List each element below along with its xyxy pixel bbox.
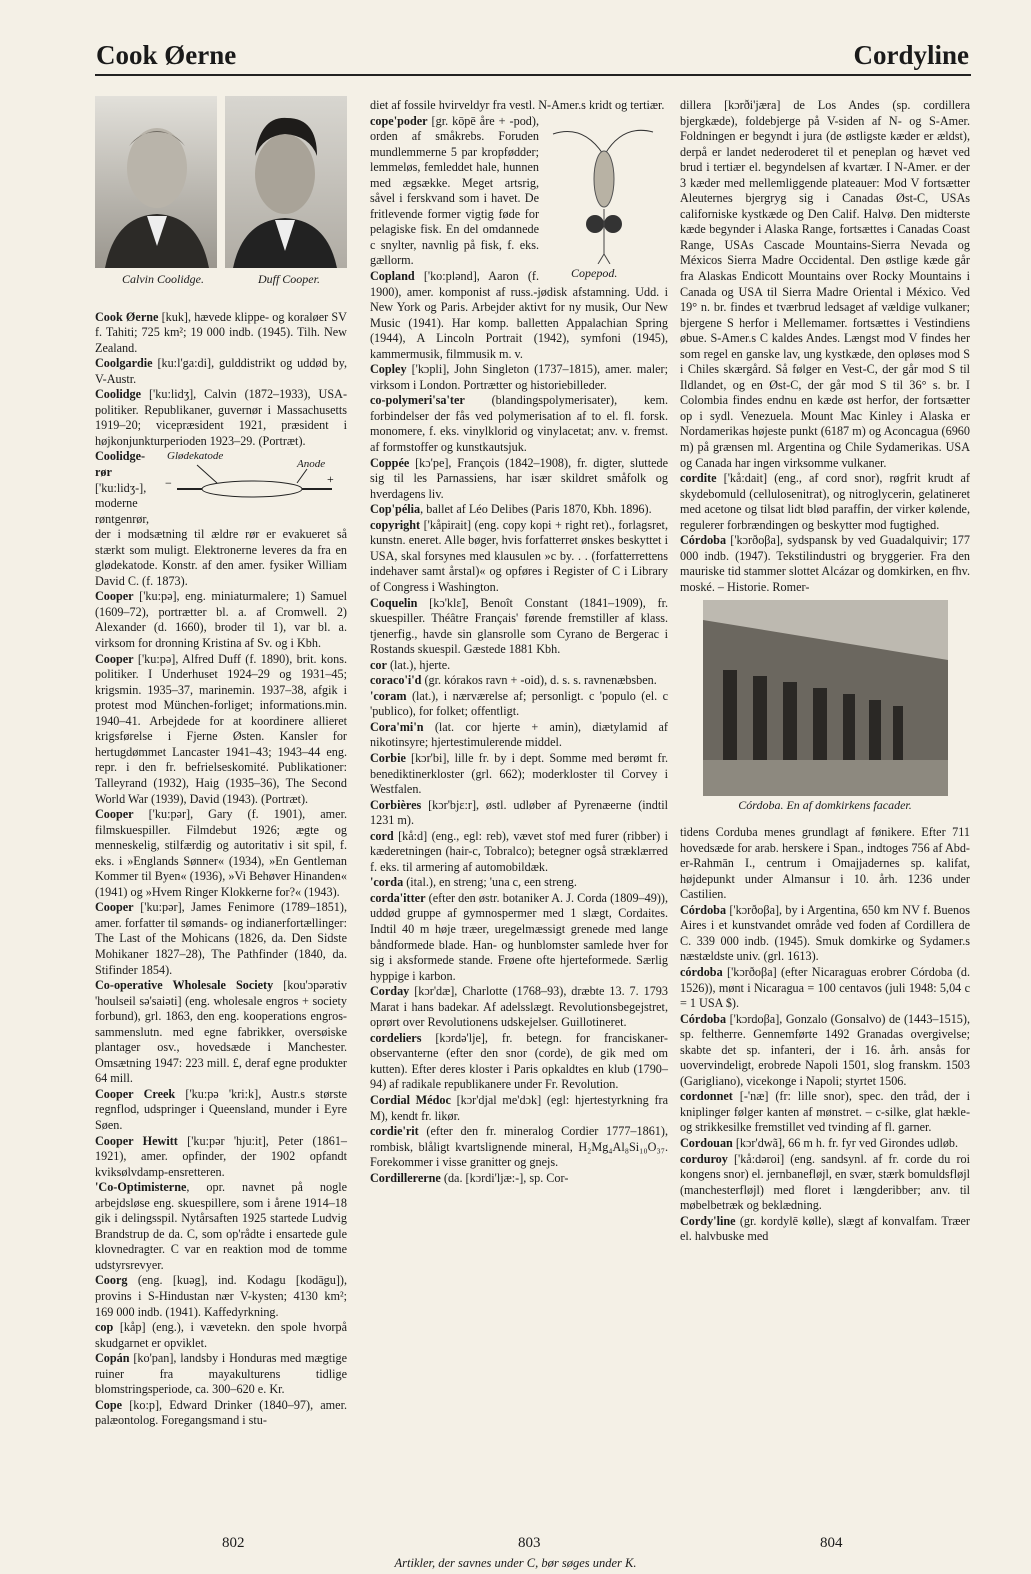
entry-body: ['ku:pər], James Fenimore (1789–1851), amer. forfatter til sømands- og indianerfortællinger: The Last of the Mohicans (1826, da. Den Sidste Mohikaner 1827–28), The Pathfinder (1840, da. Stifinder 1854). bbox=[95, 900, 347, 977]
entry-body: [kɔr'bi], lille fr. by i dept. Somme med berømt fr. benediktinerkloster (grl. 662); moderkloster til Corvey i Westfalen. bbox=[370, 750, 668, 797]
dictionary-entry bbox=[370, 362, 668, 393]
entry-body: [-'næ] (fr: lille snor), spec. den tråd, der i kniplinger følger kanten af mønstret. – c-silke, glat hækle- og strikkesilke fremstillet ved tvinding af fl. garner. bbox=[680, 1089, 970, 1135]
dictionary-entry bbox=[370, 658, 668, 674]
entry-headword: Cooper bbox=[95, 807, 134, 822]
entry-body: ['kåpirait] (eng. copy kopi + right ret)., forlagsret, kunstn. eneret. Alle bøger, hvis forfatterret ønskes beskyttet i USA, skal forsynes med klausulen »c by. . . (forfatterrettens indehaver samt årstal)« og opføres i Register of C i Library of Congress i Washington. bbox=[370, 517, 668, 594]
dictionary-entry bbox=[95, 1320, 347, 1351]
dictionary-entry bbox=[95, 356, 347, 387]
dictionary-entry bbox=[95, 652, 347, 807]
entry-body: (da. [kɔrdi'ljæ:-], sp. Cor- bbox=[440, 1170, 569, 1185]
entry-headword: Cordouan bbox=[680, 1135, 733, 1150]
dictionary-entry bbox=[370, 518, 668, 596]
dictionary-entry bbox=[370, 751, 668, 798]
dictionary-entry bbox=[370, 984, 668, 1031]
entry-headword: Cooper Hewitt bbox=[95, 1133, 178, 1148]
entry-body: [kɔr'dæ], Charlotte (1768–93), dræbte 13. 7. 1793 Marat i hans badekar. Af adelsslægt. Revolutionsbegejstret, oprørt over Revolutionens udskejelser. Guillotineret. bbox=[370, 984, 668, 1030]
entry-body: ['ku:pə], Alfred Duff (f. 1890), brit. kons. politiker. I Underhuset 1924–29 og 1931–45; krigsmin. 1935–37, marinemin. 1937–38, afgik i protest mod München-forliget; informations.min. 1940–41. Arbejdede for at koordinere allieret krigsførelse i Fjerne Østen. Kansler for hertugdømmet Lancaster 1941–43; 1943–44 eng. repr. i den fr. befrielseskomité. Publikationer: Talleyrand (1932), Haig (1935–36), The Second World War (1939), David (1943). (Portræt). bbox=[95, 651, 347, 806]
caption-coolidge: Calvin Coolidge. bbox=[121, 272, 204, 286]
entry-body: (ital.), en streng; 'una c, een streng. bbox=[403, 875, 577, 890]
entry-body: dillera [kɔrði'jæra] de Los Andes (sp. cordillera bjergkæde), foldebjerge på V-siden af N- og S-Amer. Foldningen er begyndt i jura (de østligste kæder er ældst), derpå er landet nederoderet til et peneplan og hævet ved brud i tertiær el. begyndelsen af kvartær. I N-Amer. er der 3 kæder med mellemliggende plateauer: Mod V fortsætter Aleuternes bjergryg sig i Canadas Øst-C, USAs californiske kystkæde og Den Calif. Halvø. Den midterste kæde begynder i Alaska Range, fortsættes i Canadas Coast Range, USAs Cascade Mountains-Sierra Nevada og Méxicos Sierra Madre Occidental. Den østlige kæde går fra Alaskas Endicott Mountains over Rocky Mountains i Canada og USA til Sierra Madre Oriental i México. Ved 19° n. br. findes et tværbrud ledsaget af vældige vulkaner; bjergene S herfor i Mellemamer. fortsættes i Vestindiens øbue. S-Amer.s C kaldes Andes. Længst mod V findes her som regel en ganske lav, ung kystkæde, den opløses mod S i Chiles skærgård. Så følger en Vest-C, der går mod S til Ildlandet, og en Øst-C, der går mod S til 36° s. br. I Colombia findes endnu en kæde øst herfor, der fortsætter op i sydl. Venezuela. Mount Mac Kinley i Alaska er Nordamerikas højeste punkt (6187 m) og Aconcagua (6960 m) på grænsen ml. Argentina og Chile Sydamerikas. USA og Canada har ingen virksomme vulkaner. bbox=[680, 98, 970, 470]
dictionary-entry bbox=[370, 98, 668, 114]
entry-headword: cordie'rit bbox=[370, 1124, 419, 1139]
dictionary-entry bbox=[680, 98, 970, 471]
entry-headword: cordite bbox=[680, 471, 717, 486]
entry-headword: copyright bbox=[370, 517, 421, 532]
entry-headword: Coppée bbox=[370, 455, 410, 470]
entry-headword: Coolidge-rør bbox=[95, 449, 146, 480]
entry-body: ['ku:pə 'kri:k], Austr.s største regnflod, udspringer i Queensland, munder i Eyre Søen. bbox=[95, 1086, 348, 1132]
entry-headword: Corday bbox=[370, 984, 410, 999]
entry-headword: Cope bbox=[95, 1397, 123, 1412]
entry-body: (efter den østr. botaniker A. J. Corda (1809–49)), uddød gruppe af gymnospermer med 1 slægt, Cordaites. Indtil 40 m høje træer, uregelmæssigt grenede med lange båndformede blade. Han- og hunblomster samlede hver for sig i aksformede stande. Frøene ofte hjerteformede. Særlig hyppige i karbon. bbox=[370, 890, 668, 983]
entry-body: ['ku:pə], eng. miniaturmalere; 1) Samuel (1609–72), portrætter bl. a. af Cromwell. 2) Alexander (d. 1660), broder til 1), var bl. a. virksom for dronning Kristina af Sv. og i Kbh. bbox=[95, 589, 347, 651]
entry-headword: cordonnet bbox=[680, 1089, 733, 1104]
dictionary-entry bbox=[95, 589, 347, 651]
dictionary-entry bbox=[370, 1093, 668, 1124]
entry-headword: Co-operative Wholesale Society bbox=[95, 978, 274, 993]
entry-body: ['kɔrdoβa], Gonzalo (Gonsalvo) de (1443–1515), sp. feltherre. Gennemførte 1492 Granadas overgivelse; skabte det sp. infanteri, der i 16. årh. ansås for uovervindeligt, erobrede Napoli 1501, slog franskm. 1503 (Garigliano), vicekonge i Napoli; styrtet 1506. bbox=[680, 1011, 970, 1088]
dictionary-entry bbox=[370, 798, 668, 829]
portrait-calvin-coolidge bbox=[95, 96, 217, 268]
entry-headword: Córdoba bbox=[680, 533, 727, 548]
dictionary-entry bbox=[95, 1398, 347, 1429]
dictionary-entry bbox=[95, 1134, 347, 1181]
label-anode: Anode bbox=[297, 458, 326, 471]
dictionary-entry bbox=[370, 689, 668, 720]
entry-body: ['ku:lidʒ], Calvin (1872–1933), USA-politiker. Republikaner, guvernør i Massachusetts 1919–20; vicepræsident 1921, præsident i højkonjunkturperioden 1923–29. (Portræt). bbox=[95, 387, 347, 448]
dictionary-entry bbox=[370, 456, 668, 503]
column-3 bbox=[680, 98, 970, 1245]
entry-body: tidens Corduba menes grundlagt af fønikere. Efter 711 hovedsæde for arab. herskere i Span., indtoges 756 af Abd-er-Rahmān I., centrum i Omajjadernes sp. kalifat, højdepunkt under Almansur i 10. årh. 1236 under Castilien. bbox=[680, 825, 970, 902]
portraits bbox=[95, 96, 347, 268]
entry-headword: Copley bbox=[370, 362, 407, 377]
entry-body: (eng. [kuəg], ind. Kodagu [kodāgu]), provins i S-Hindustan nær V-kysten; 4130 km²; 169 000 indb. (1941). Kaffedyrkning. bbox=[95, 1273, 347, 1319]
entry-headword: Coolidge bbox=[95, 387, 142, 402]
entry-headword: coraco'i'd bbox=[370, 673, 422, 688]
entry-headword: Córdoba bbox=[680, 1011, 727, 1026]
dictionary-entry bbox=[680, 471, 970, 533]
copepod-caption: Copepod. bbox=[571, 266, 618, 280]
entry-body: (lat.), hjerte. bbox=[386, 657, 451, 672]
entry-body: ['kɔrðoβa], sydspansk by ved Guadalquivir; 177 000 indb. (1947). Tekstilindustri og bryggerier. Fra den mauriske tid stammer slottet Alcázar og domkirken, en fhv. moské. – Historie. Romer- bbox=[680, 533, 970, 594]
dictionary-entry bbox=[370, 673, 668, 689]
entry-body: [kɔ'pe], François (1842–1908), fr. digter, sluttede sig til les Parnassiens, har især skildret småfolk og hverdagens liv. bbox=[370, 455, 668, 501]
dictionary-entry bbox=[370, 502, 668, 518]
entry-body: ['kɔrðoβa] (efter Nicaraguas erobrer Córdoba (d. 1526)), mønt i Nicaragua = 100 centavos (juli 1948: 5,04 c = 1 USA $). bbox=[680, 964, 970, 1011]
dictionary-entry bbox=[370, 720, 668, 751]
portrait-captions bbox=[95, 272, 347, 288]
entry-body: ['ko:plənd], Aaron (f. 1900), amer. komponist af russ.-jødisk afstamning. Udd. i New York og Paris. Arbejder aktivt for ny musik, Our New Music (1941). Har komp. balletten Appalachian Spring (1944), A Lincoln Portrait (1942), symfoni (1945), kammermusik, filmmusik m. v. bbox=[370, 269, 668, 361]
entry-headword: Cordillererne bbox=[370, 1170, 441, 1185]
entry-headword: Coquelin bbox=[370, 595, 418, 610]
dictionary-entry bbox=[370, 875, 668, 891]
entry-body: ['ku:lidʒ-], moderne røntgenrør, der i modsætning til ældre rør er evakueret så stærkt som muligt. Elektronerne leveres da fra en glødekatode. Konstr. af den amer. fysiker William David C. (f. 1873). bbox=[95, 480, 347, 588]
entry-body: (gr. kordylē kølle), slægt af konvalfam. Træer el. halvbuske med bbox=[680, 1213, 970, 1244]
entry-headword: 'corda bbox=[370, 875, 404, 890]
page-number-804: 804 bbox=[820, 1535, 843, 1551]
entry-body: [ku:l'ga:di], gulddistrikt og uddød by, V-Austr. bbox=[95, 356, 347, 386]
entry-headword: Cora'mi'n bbox=[370, 719, 424, 734]
entry-body: , opr. navnet på nogle arbejdsløse eng. skuespillere, som i årene 1914–18 gik i delingsspil. Nytårsaften 1925 startede Ludvig Brandstrup de da. C, som op'rådte i ensartede gule klovnedragter. C var en reaktion mod de tomme udstyrsrevyer. bbox=[95, 1180, 347, 1272]
entry-headword: cordeliers bbox=[370, 1030, 422, 1045]
entry-body: [kɔ'klɛ̃], Benoît Constant (1841–1909), fr. skuespiller. Théâtre Français' førende fremstiller af klass. tjenerfig., havde sin glansrolle som Cyrano de Bergerac i Rostands skuespil. Gæstede 1881 Kbh. bbox=[370, 595, 668, 657]
entry-body: (blandingspolymerisater), kem. forbindelser der fås ved polymerisation af to el. fl. forsk. monomere, f. eks. vinylklorid og vinylacetat; anv. v. fremst. af formstoffer og kunstkautsjuk. bbox=[370, 393, 668, 455]
dictionary-entry bbox=[95, 900, 347, 978]
entry-body: [gr. kōpē åre + -pod), orden af småkrebs. Foruden mundlemmerne 5 par kropfødder; lemmeløs, femleddet hale, hunnen med ægsække. Meget artsrig, såvel i ferskvand som i havet. De fritlevende former vigtig føde for pelagiske fisk. En del omdannede c snylter, navnlig på fisk, f. eks. gællorm. bbox=[370, 113, 539, 268]
entry-body: (lat. cor hjerte + amin), diætylamid af nikotinsyre; hjertestimulerende middel. bbox=[370, 719, 668, 750]
entry-headword: corduroy bbox=[680, 1151, 728, 1166]
column-2 bbox=[370, 98, 668, 1186]
portrait-duff-cooper bbox=[225, 96, 347, 268]
entry-headword: Corbières bbox=[370, 797, 422, 812]
entry-body: ['ku:pər 'hju:it], Peter (1861–1921), amer. opfinder, der 1902 opfandt kviksølvdamp-ensretteren. bbox=[95, 1133, 348, 1179]
entry-headword: Coorg bbox=[95, 1273, 128, 1288]
entry-headword: co-polymeri'sa'ter bbox=[370, 393, 465, 408]
entries-col1a bbox=[95, 310, 347, 450]
dictionary-entry bbox=[680, 965, 970, 1012]
entry-body: , ballet af Léo Delibes (Paris 1870, Kbh. 1896). bbox=[420, 502, 652, 517]
entry-headword: corda'itter bbox=[370, 890, 426, 905]
dictionary-entry bbox=[95, 807, 347, 900]
dictionary-entry bbox=[95, 1273, 347, 1320]
entries-col1b bbox=[95, 449, 347, 1428]
entry-body: [ko'pan], landsby i Honduras med mægtige ruiner fra mayakulturens tidlige blomstringsperiode, ca. 300–620 e. Kr. bbox=[95, 1351, 347, 1397]
entry-headword: Cooper bbox=[95, 651, 134, 666]
cordoba-caption: Córdoba. En af domkirkens facader. bbox=[738, 797, 912, 812]
dictionary-entry bbox=[680, 903, 970, 965]
entry-body: [ko:p], Edward Drinker (1840–97), amer. palæontolog. Foregangsmand i stu- bbox=[95, 1397, 347, 1428]
dictionary-entry bbox=[370, 1031, 668, 1093]
running-head-left: Cook Øerne bbox=[96, 40, 237, 70]
dictionary-entry bbox=[95, 978, 347, 1087]
dictionary-entry bbox=[370, 596, 668, 658]
entry-body: [kuk], hævede klippe- og koraløer SV f. Tahiti; 725 km²; 19 000 indb. (1945). Tilh. New Zealand. bbox=[95, 309, 347, 355]
entry-body: ['kå:dait] (eng., af cord snor), røgfrit krudt af skydebomuld (cellulosenitrat), og nitroglycerin, gelatineret med acetone og tilsat lidt blød paraffin, der virker kølende, regulerer forbrændingen og beskytter mod fugtighed. bbox=[680, 471, 970, 532]
running-head-right: Cordyline bbox=[853, 40, 969, 70]
entry-headword: cope'poder bbox=[370, 113, 428, 128]
entry-headword: cor bbox=[370, 657, 387, 672]
footer-note: Artikler, der savnes under C, bør søges under K. bbox=[394, 1556, 637, 1570]
entry-body: [kɔr'djal me'dɔk] (egl: hjertestyrkning fra M), kendt fr. likør. bbox=[370, 1093, 668, 1123]
dictionary-entry bbox=[680, 1012, 970, 1090]
entry-headword: Córdoba bbox=[680, 902, 727, 917]
entry-headword: Coolgardie bbox=[95, 356, 153, 371]
dictionary-entry bbox=[370, 393, 668, 455]
entry-headword: Cooper Creek bbox=[95, 1086, 176, 1101]
dictionary-entry bbox=[95, 387, 347, 449]
entry-headword: córdoba bbox=[680, 964, 723, 979]
label-cathode: Glødekatode bbox=[167, 450, 224, 463]
entry-headword: Cop'pélia bbox=[370, 502, 421, 517]
dictionary-entry bbox=[95, 1351, 347, 1398]
entry-headword: Copán bbox=[95, 1351, 130, 1366]
dictionary-entry bbox=[370, 269, 668, 362]
dictionary-entry bbox=[370, 891, 668, 984]
entry-body: (efter den fr. mineralog Cordier 1777–1861), rombisk, blåligt kvartslignende mineral, H₂Mg₄Al₈Si₁₀O₃₇. Forekommer i visse granitter og gnejs. bbox=[370, 1124, 668, 1170]
entry-headword: cord bbox=[370, 828, 394, 843]
entry-body: [kåp] (eng.), i vævetekn. den spole hvorpå skudgarnet er opviklet. bbox=[95, 1320, 347, 1350]
entry-body: (lat.), i nærværelse af; personligt. c 'populo (el. c 'publico), for folket; offentligt. bbox=[370, 688, 668, 719]
dictionary-entry bbox=[680, 533, 970, 595]
dictionary-entry bbox=[95, 1180, 347, 1273]
entry-headword: Copland bbox=[370, 269, 415, 284]
page-number-803: 803 bbox=[518, 1535, 541, 1551]
entry-body: [kɔr'dwã], 66 m h. fr. fyr ved Girondes udløb. bbox=[732, 1135, 959, 1150]
dictionary-entry bbox=[680, 1152, 970, 1214]
dictionary-entry bbox=[680, 1136, 970, 1152]
entry-body: ['kɔrðoβa], by i Argentina, 650 km NV f. Buenos Aires i et kunstvandet område ved foden af Cordillera de C. 339 000 indb. (1945). Smuk domkirke og Sydamer.s næstældste univ. (grl. 1613). bbox=[680, 902, 970, 964]
page-number-802: 802 bbox=[222, 1535, 245, 1551]
dictionary-entry bbox=[680, 825, 970, 903]
header-rule bbox=[95, 74, 971, 76]
entry-headword: cop bbox=[95, 1320, 114, 1335]
dictionary-entry bbox=[680, 1214, 970, 1245]
column-1 bbox=[95, 96, 347, 1429]
entry-headword: Cooper bbox=[95, 589, 134, 604]
dictionary-entry bbox=[680, 1089, 970, 1136]
entry-headword: Cordial Médoc bbox=[370, 1093, 451, 1107]
dictionary-entry bbox=[370, 1171, 668, 1187]
entry-body: (gr. kórakos ravn + -oid), d. s. s. ravnenæbsben. bbox=[421, 673, 657, 688]
cordoba-cathedral-photo bbox=[703, 600, 948, 796]
dictionary-entry bbox=[370, 1124, 668, 1171]
entry-body: [kɔrdə'lje], fr. betegn. for franciskaner-observanterne (efter den snor (corde), de gik med om kutten). Efter deres kloster i Paris opkaldtes en klub (1790–94) af radikale republikanere under Fr. Revolution. bbox=[370, 1030, 668, 1092]
svg-text:−: − bbox=[165, 476, 172, 491]
entries-col2a bbox=[370, 98, 668, 114]
dictionary-entry bbox=[95, 310, 347, 357]
entry-body: diet af fossile hvirveldyr fra vestl. N-Amer.s kridt og tertiær. bbox=[370, 98, 665, 112]
entry-headword: 'coram bbox=[370, 688, 407, 703]
entry-body: ['kɔpli], John Singleton (1737–1815), amer. maler; virksom i London. Portrætter og historiebilleder. bbox=[370, 362, 668, 392]
svg-text:+: + bbox=[327, 472, 334, 487]
entry-body: [kou'ɔpərətiv 'houlseil sə'saiəti] (eng. wholesale engros + society forbund), grl. 1863, den eng. kooperations engros-sammenslutn. med egne fabrikker, oversøiske plantager osv., hovedsæde i Manchester. Omsætning 1947: 223 mill. £, deraf egne produkter 64 mill. bbox=[95, 978, 347, 1086]
entry-body: [kå:d] (eng., egl: reb), vævet stof med furer (ribber) i kæderetningen (hair-c, Tobralco); betegner også stræklærred f. eks. til armering af automobildæk. bbox=[370, 828, 668, 874]
copepod-illustration bbox=[543, 114, 668, 282]
entries-col3b bbox=[680, 825, 970, 1245]
entry-headword: Cooper bbox=[95, 900, 134, 915]
entry-body: [kɔr'bjɛ:r], østl. udløber af Pyrenæerne (indtil 1231 m). bbox=[370, 797, 668, 828]
entries-col3a bbox=[680, 98, 970, 596]
entry-headword: Cordy'line bbox=[680, 1213, 736, 1228]
dictionary-entry bbox=[95, 1087, 347, 1134]
caption-cooper: Duff Cooper. bbox=[257, 272, 320, 286]
entry-body: ['kå:dəroi] (eng. sandsynl. af fr. corde du roi kongens snor) el. jernbanefløjl, en svær, stærk bomuldsfløjl (manchesterfløjl) med floret i længderibber; anv. til møbelbetræk og beklædning. bbox=[680, 1151, 970, 1213]
entry-headword: Cook Øerne bbox=[95, 309, 159, 324]
dictionary-entry bbox=[370, 829, 668, 876]
coolidge-tube-diagram bbox=[157, 449, 347, 511]
entry-body: ['ku:pər], Gary (f. 1901), amer. filmskuespiller. Filmdebut 1926; ægte og menneskelig, stilfærdig og autoritativ i sit spil, f. eks. i »Englands Sønner« (1934), »En Gentleman Kommer til Byen« (1936), »Vi Behøver Hinanden« (1941) og »Hvem Ringer Klokkerne for?« (1943). bbox=[95, 807, 347, 899]
entry-headword: Corbie bbox=[370, 750, 406, 765]
entry-headword: 'Co-Optimisterne bbox=[95, 1180, 187, 1195]
